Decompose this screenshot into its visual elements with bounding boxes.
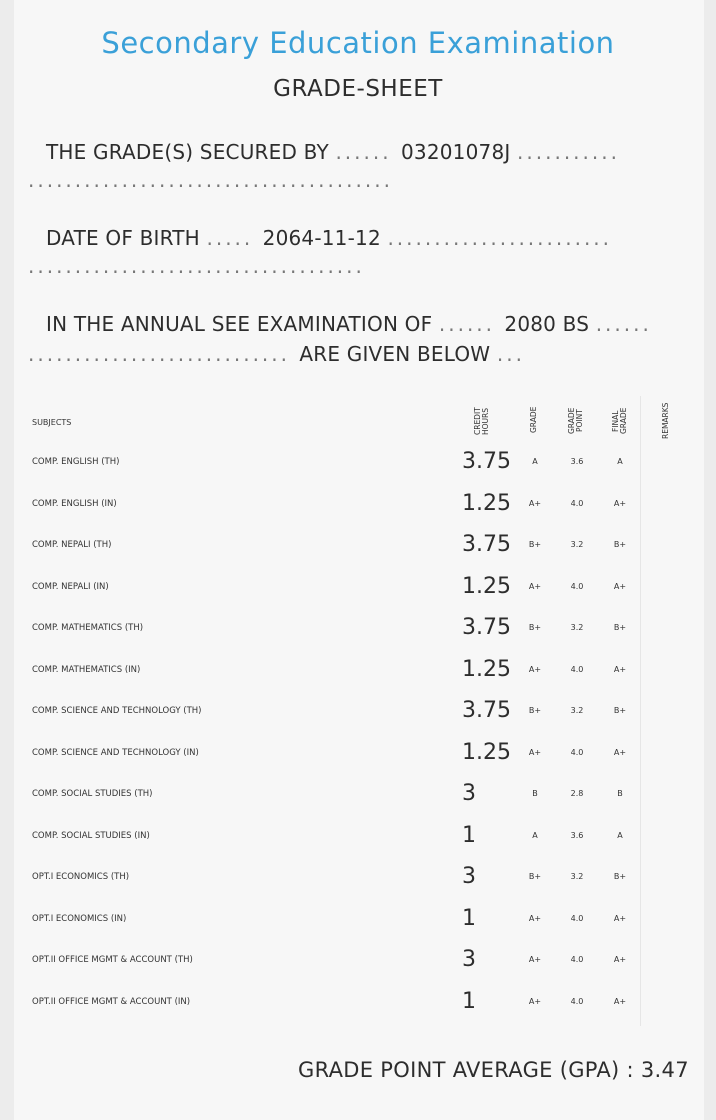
grade: A+ xyxy=(528,955,542,964)
grade-point: 3.2 xyxy=(570,872,584,881)
header-grade-point: GRADE POINT xyxy=(567,407,584,435)
final-grade: A xyxy=(617,831,623,840)
dotted-leader: ............................ xyxy=(28,342,300,366)
subject-name: COMP. SOCIAL STUDIES (IN) xyxy=(32,831,150,841)
credit-hours: 1.25 xyxy=(462,740,511,765)
exam-label: IN THE ANNUAL SEE EXAMINATION OF xyxy=(46,312,433,336)
credit-hours: 3.75 xyxy=(462,698,511,723)
table-row xyxy=(0,939,716,981)
credit-hours: 1 xyxy=(462,823,476,848)
grade-point: 4.0 xyxy=(570,955,584,964)
table-row xyxy=(0,732,716,774)
header-credit-hours: CREDIT HOURS xyxy=(473,407,490,435)
secured-by-label: THE GRADE(S) SECURED BY xyxy=(46,140,329,164)
grade: A+ xyxy=(528,582,542,591)
table-row xyxy=(0,690,716,732)
header-subjects: SUBJECTS xyxy=(32,418,72,427)
page-title: Secondary Education Examination xyxy=(101,26,615,60)
grade: A+ xyxy=(528,914,542,923)
final-grade: A+ xyxy=(613,748,627,757)
final-grade: B xyxy=(617,789,623,798)
dob-label: DATE OF BIRTH xyxy=(46,226,200,250)
subject-name: COMP. ENGLISH (IN) xyxy=(32,499,117,509)
credit-hours: 3.75 xyxy=(462,449,511,474)
table-row xyxy=(0,566,716,608)
final-grade: A+ xyxy=(613,955,627,964)
dob-line xyxy=(46,226,612,250)
credit-hours: 1.25 xyxy=(462,491,511,516)
dotted-leader: ...... xyxy=(595,312,652,336)
dotted-leader: ....................................... xyxy=(28,168,393,192)
final-grade: A+ xyxy=(613,997,627,1006)
table-row xyxy=(0,856,716,898)
final-grade: A+ xyxy=(613,499,627,508)
final-grade: A+ xyxy=(613,665,627,674)
grade: A xyxy=(532,457,538,466)
subject-name: COMP. NEPALI (IN) xyxy=(32,582,109,592)
gpa-value: 3.47 xyxy=(640,1058,689,1082)
table-row xyxy=(0,981,716,1023)
dotted-leader: ...... xyxy=(438,312,505,336)
dotted-leader: ........... xyxy=(517,140,620,164)
grade: B+ xyxy=(528,540,542,549)
grade: B xyxy=(532,789,538,798)
credit-hours: 3.75 xyxy=(462,532,511,557)
dotted-leader: ... xyxy=(496,342,525,366)
symbol-number: 03201078J xyxy=(400,140,511,164)
grade: A+ xyxy=(528,748,542,757)
credit-hours: 3.75 xyxy=(462,615,511,640)
subject-name: OPT.II OFFICE MGMT & ACCOUNT (TH) xyxy=(32,955,193,965)
final-grade: A+ xyxy=(613,582,627,591)
credit-hours: 3 xyxy=(462,781,476,806)
grade: A+ xyxy=(528,665,542,674)
table-row xyxy=(0,773,716,815)
subject-name: OPT.II OFFICE MGMT & ACCOUNT (IN) xyxy=(32,997,191,1007)
grade-point: 3.2 xyxy=(570,623,584,632)
final-grade: B+ xyxy=(613,706,627,715)
final-grade: A+ xyxy=(613,914,627,923)
subject-name: COMP. NEPALI (TH) xyxy=(32,540,112,550)
table-row xyxy=(0,441,716,483)
dob-value: 2064-11-12 xyxy=(262,226,381,250)
subject-name: COMP. SOCIAL STUDIES (TH) xyxy=(32,789,153,799)
exam-line xyxy=(46,312,652,336)
grade: B+ xyxy=(528,706,542,715)
final-grade: B+ xyxy=(613,623,627,632)
dotted-leader: ..... xyxy=(206,226,263,250)
final-grade: A xyxy=(617,457,623,466)
header-grade: GRADE xyxy=(529,406,538,434)
grade-point: 3.6 xyxy=(570,831,584,840)
grade-point: 4.0 xyxy=(570,499,584,508)
grade-point: 4.0 xyxy=(570,582,584,591)
table-row xyxy=(0,607,716,649)
gpa-label: GRADE POINT AVERAGE (GPA) : xyxy=(298,1058,634,1082)
grade-point: 4.0 xyxy=(570,748,584,757)
credit-hours: 1 xyxy=(462,906,476,931)
table-row xyxy=(0,898,716,940)
given-below-line xyxy=(28,342,525,366)
credit-hours: 3 xyxy=(462,864,476,889)
final-grade: B+ xyxy=(613,872,627,881)
grade-point: 3.2 xyxy=(570,706,584,715)
subject-name: COMP. SCIENCE AND TECHNOLOGY (IN) xyxy=(32,748,199,758)
table-row xyxy=(0,815,716,857)
grade-point: 2.8 xyxy=(570,789,584,798)
dotted-leader: ...... xyxy=(335,140,401,164)
grade: B+ xyxy=(528,872,542,881)
grade-point: 3.6 xyxy=(570,457,584,466)
table-row xyxy=(0,524,716,566)
secured-by-line xyxy=(46,140,620,164)
header-remarks: REMARKS xyxy=(661,402,670,440)
gpa-line xyxy=(298,1058,689,1082)
subject-name: COMP. MATHEMATICS (IN) xyxy=(32,665,141,675)
grade: B+ xyxy=(528,623,542,632)
grade-point: 4.0 xyxy=(570,997,584,1006)
subject-name: COMP. MATHEMATICS (TH) xyxy=(32,623,144,633)
subject-name: COMP. SCIENCE AND TECHNOLOGY (TH) xyxy=(32,706,202,716)
dotted-leader: ........................ xyxy=(387,226,613,250)
grade: A+ xyxy=(528,997,542,1006)
credit-hours: 1 xyxy=(462,989,476,1014)
dotted-leader: .................................... xyxy=(28,254,365,278)
credit-hours: 1.25 xyxy=(462,574,511,599)
header-final-grade: FINAL GRADE xyxy=(611,407,628,435)
subject-name: OPT.I ECONOMICS (TH) xyxy=(32,872,130,882)
grade-point: 4.0 xyxy=(570,914,584,923)
given-below-text: ARE GIVEN BELOW xyxy=(299,342,491,366)
table-row xyxy=(0,649,716,691)
credit-hours: 3 xyxy=(462,947,476,972)
page-subtitle: GRADE-SHEET xyxy=(273,76,443,102)
subject-name: COMP. ENGLISH (TH) xyxy=(32,457,120,467)
grade: A xyxy=(532,831,538,840)
table-row xyxy=(0,483,716,525)
credit-hours: 1.25 xyxy=(462,657,511,682)
grade-point: 3.2 xyxy=(570,540,584,549)
grade: A+ xyxy=(528,499,542,508)
final-grade: B+ xyxy=(613,540,627,549)
subject-name: OPT.I ECONOMICS (IN) xyxy=(32,914,127,924)
exam-year: 2080 BS xyxy=(504,312,590,336)
grade-point: 4.0 xyxy=(570,665,584,674)
